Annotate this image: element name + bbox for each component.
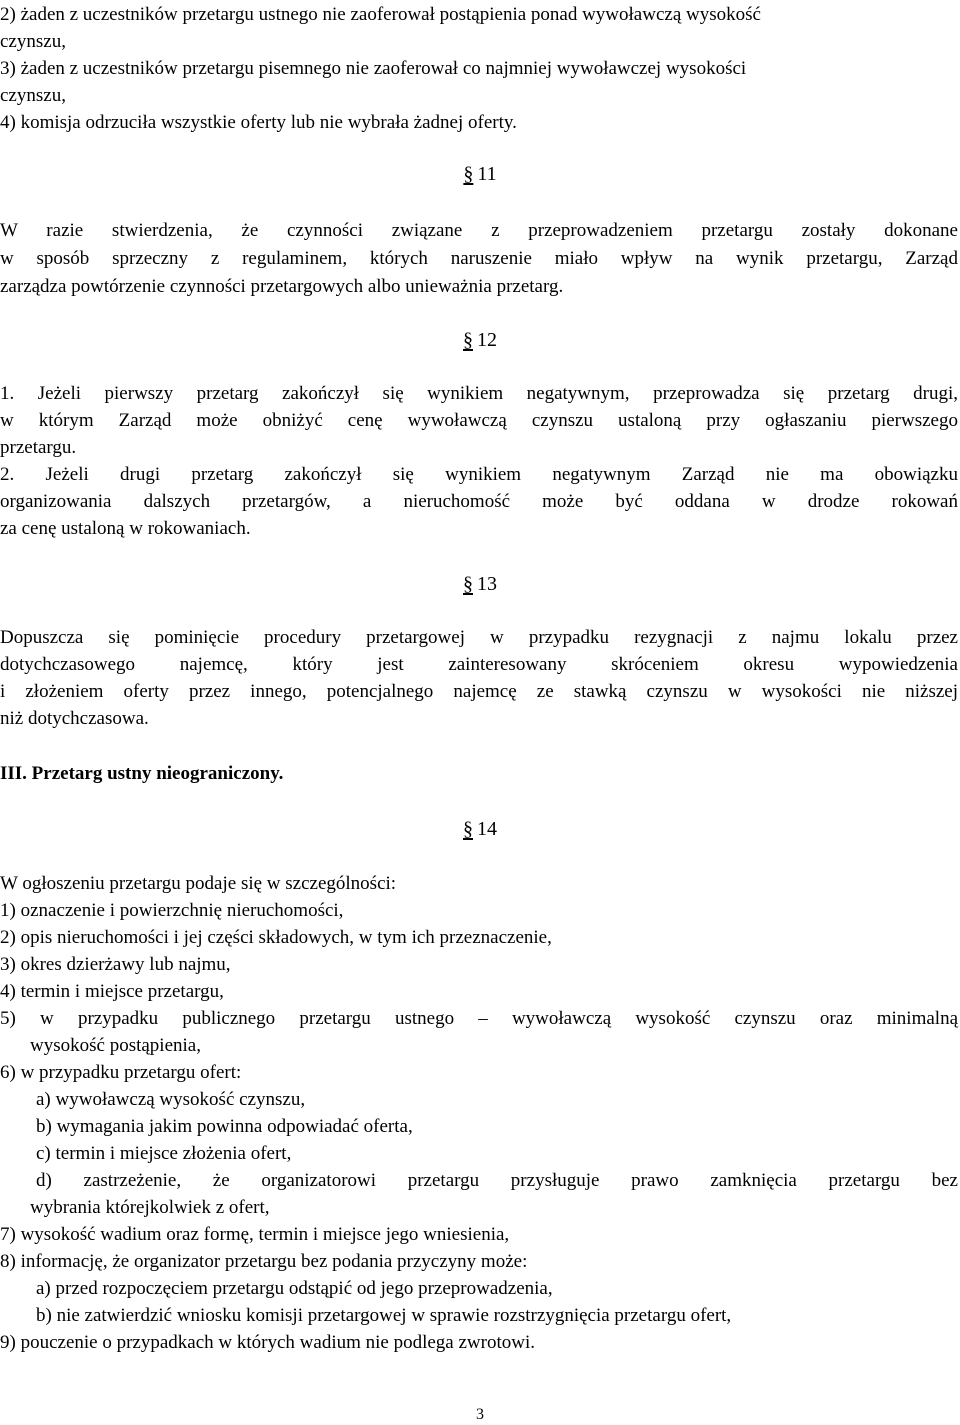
paragraph-line: W ogłoszeniu przetargu podaje się w szczególności: — [0, 873, 397, 894]
list-item: 3) żaden z uczestników przetargu pisemnego nie zaoferował co najmniej wywoławczej wysokości — [0, 58, 747, 79]
paragraph-line: w sposób sprzeczny z regulaminem, których naruszenie miało wpływ na wynik przetargu, Zarząd — [0, 248, 958, 269]
list-item: 3) okres dzierżawy lub najmu, — [0, 954, 231, 975]
paragraph-line: organizowania dalszych przetargów, a nieruchomość może być oddana w drodze rokowań — [0, 491, 958, 512]
sub-list-item: a) wywoławczą wysokość czynszu, — [36, 1089, 306, 1110]
list-item: 4) termin i miejsce przetargu, — [0, 981, 224, 1002]
list-item: 6) w przypadku przetargu ofert: — [0, 1062, 242, 1083]
section-number: 12 — [477, 329, 497, 351]
paragraph-line: i złożeniem oferty przez innego, potencjalnego najemcę ze stawką czynszu w wysokości nie niższej — [0, 681, 958, 702]
list-item-continuation: czynszu, — [0, 85, 66, 106]
section-heading-13 — [0, 571, 960, 597]
sub-list-item: b) wymagania jakim powinna odpowiadać oferta, — [36, 1116, 413, 1137]
paragraph-line: dotychczasowego najemcę, który jest zainteresowany skróceniem okresu wypowiedzenia — [0, 654, 958, 675]
sub-list-item: c) termin i miejsce złożenia ofert, — [36, 1143, 292, 1164]
sub-list-item: b) nie zatwierdzić wniosku komisji przetargowej w sprawie rozstrzygnięcia przetargu ofert, — [36, 1305, 732, 1326]
section-symbol: § — [463, 329, 473, 351]
section-number: 13 — [477, 573, 497, 595]
list-item: 4) komisja odrzuciła wszystkie oferty lub nie wybrała żadnej oferty. — [0, 112, 517, 133]
paragraph-line: w którym Zarząd może obniżyć cenę wywoławczą czynszu ustaloną przy ogłaszaniu pierwszego — [0, 410, 958, 431]
list-item: 1) oznaczenie i powierzchnię nieruchomości, — [0, 900, 344, 921]
paragraph-line: niż dotychczasowa. — [0, 708, 149, 729]
paragraph-line: przetargu. — [0, 437, 77, 458]
section-symbol: § — [463, 818, 473, 840]
list-item-continuation: wysokość postąpienia, — [30, 1035, 201, 1056]
sub-list-item-continuation: wybrania którejkolwiek z ofert, — [30, 1197, 270, 1218]
list-item: 5) w przypadku publicznego przetargu ustnego – wywoławczą wysokość czynszu oraz minimalną — [0, 1008, 958, 1029]
paragraph-line: za cenę ustaloną w rokowaniach. — [0, 518, 251, 539]
list-item: 7) wysokość wadium oraz formę, termin i miejsce jego wniesienia, — [0, 1224, 510, 1245]
list-item: 2) żaden z uczestników przetargu ustnego nie zaoferował postąpienia ponad wywoławczą wysokość — [0, 4, 761, 25]
section-number: 14 — [477, 818, 497, 840]
chapter-heading: III. Przetarg ustny nieograniczony. — [0, 763, 284, 784]
list-item: 2) opis nieruchomości i jej części składowych, w tym ich przeznaczenie, — [0, 927, 552, 948]
list-item: 8) informację, że organizator przetargu bez podania przyczyny może: — [0, 1251, 528, 1272]
section-heading-11 — [0, 161, 960, 187]
list-item-continuation: czynszu, — [0, 31, 66, 52]
sub-list-item: a) przed rozpoczęciem przetargu odstąpić od jego przeprowadzenia, — [36, 1278, 553, 1299]
paragraph-line: zarządza powtórzenie czynności przetargowych albo unieważnia przetarg. — [0, 276, 564, 297]
sub-list-item: d) zastrzeżenie, że organizatorowi przetargu przysługuje prawo zamknięcia przetargu bez — [36, 1170, 958, 1191]
section-number: 11 — [477, 163, 497, 185]
section-heading-14 — [0, 816, 960, 842]
section-heading-12 — [0, 327, 960, 353]
paragraph-line: 1. Jeżeli pierwszy przetarg zakończył się wynikiem negatywnym, przeprowadza się przetarg drugi, — [0, 383, 958, 404]
section-symbol: § — [463, 573, 473, 595]
paragraph-line: 2. Jeżeli drugi przetarg zakończył się wynikiem negatywnym Zarząd nie ma obowiązku — [0, 464, 958, 485]
list-item: 9) pouczenie o przypadkach w których wadium nie podlega zwrotowi. — [0, 1332, 535, 1353]
page-number: 3 — [476, 1406, 484, 1423]
paragraph-line: Dopuszcza się pominięcie procedury przetargowej w przypadku rezygnacji z najmu lokalu przez — [0, 627, 958, 648]
paragraph-line: W razie stwierdzenia, że czynności związane z przeprowadzeniem przetargu zostały dokonane — [0, 220, 958, 241]
section-symbol: § — [463, 163, 474, 185]
